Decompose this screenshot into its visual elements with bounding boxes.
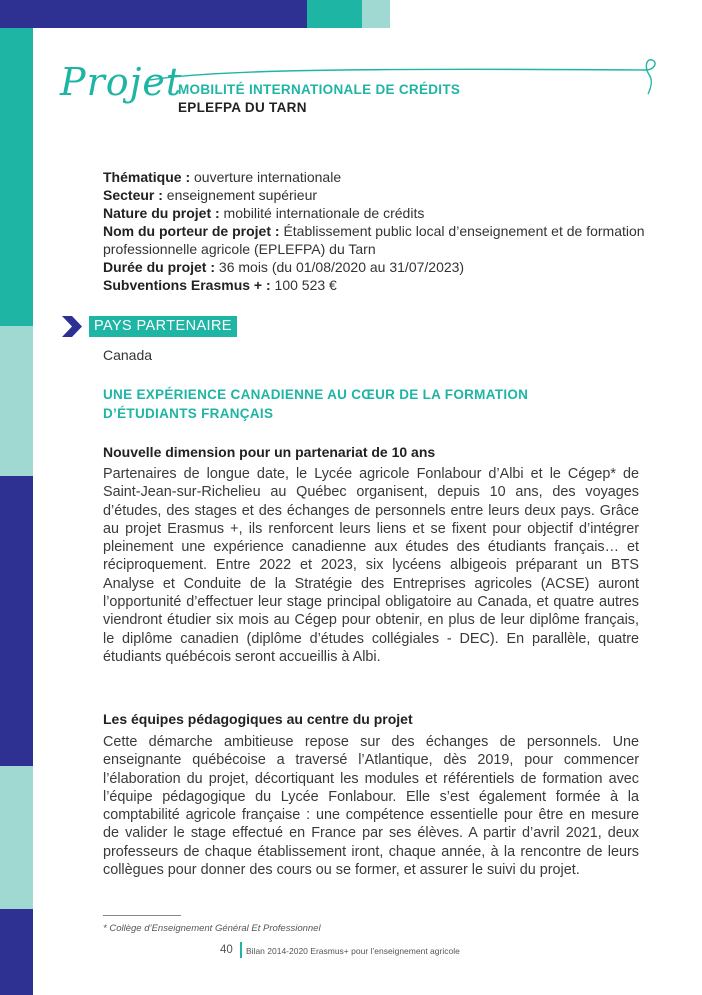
- block1-heading: Nouvelle dimension pour un partenariat de 10 ans: [103, 444, 436, 460]
- meta-nature: Nature du projet : mobilité internationale de crédits: [103, 205, 425, 221]
- left-strip-teal: [0, 28, 33, 326]
- header-title: MOBILITÉ INTERNATIONALE DE CRÉDITS: [178, 82, 461, 97]
- meta-porteur: Nom du porteur de projet : Établissement public local d’enseignement et de formation professionnelle agricole (EPLEFPA) du Tarn: [103, 223, 645, 257]
- footnote-divider: [103, 915, 181, 916]
- meta-secteur: Secteur : enseignement supérieur: [103, 187, 318, 203]
- left-strip-light-teal-2: [0, 766, 33, 909]
- meta-thematique: Thématique : ouverture internationale: [103, 169, 342, 185]
- projet-script-title: Projet: [60, 60, 183, 104]
- header-subtitle: EPLEFPA DU TARN: [178, 100, 307, 115]
- country-name: Canada: [103, 347, 153, 363]
- section-label-pays-partenaire: PAYS PARTENAIRE: [89, 316, 237, 337]
- footer-divider: [240, 942, 242, 958]
- project-meta: [103, 168, 648, 294]
- left-strip-light-teal: [0, 326, 33, 476]
- top-bar-teal: [307, 0, 362, 28]
- left-strip-navy: [0, 476, 33, 766]
- meta-subventions: Subventions Erasmus + : 100 523 €: [103, 277, 337, 293]
- page-number: 40: [220, 944, 233, 956]
- article-subtitle: UNE EXPÉRIENCE CANADIENNE AU CŒUR DE LA FORMATION D’ÉTUDIANTS FRANÇAIS: [103, 387, 529, 421]
- chevron-right-icon: [62, 316, 86, 337]
- block2-heading: Les équipes pédagogiques au centre du projet: [103, 711, 413, 727]
- block1-paragraph: Partenaires de longue date, le Lycée agricole Fonlabour d’Albi et le Cégep* de Saint-Jean-sur-Richelieu au Québec organisent, depuis 10 ans, des voyages d’études, des stages et des échanges de personnels entre leurs deux pays. Grâce au projet Erasmus +, ils renforcent leurs liens et se fixent pour objectif d’intégrer pleinement une expérience canadienne aux études des étudiants français… et réciproquement. Entre 2022 et 2023, six lycéens albigeois préparant un BTS Analyse et Conduite de la Stratégie des Entreprises agricoles (ACSE) auront l’opportunité d’effectuer leur stage principal obligatoire au Canada, et quatre autres viendront étudier six mois au Cégep pour obtenir, en plus de leur diplôme français, le diplôme canadien (diplôme d’études collégiales - DEC). En parallèle, quatre étudiants québécois seront accueillis à Albi.: [103, 466, 639, 665]
- footer-text: Bilan 2014-2020 Erasmus+ pour l’enseignement agricole: [246, 946, 460, 956]
- top-bar-navy: [0, 0, 307, 28]
- footnote: * Collège d’Enseignement Général Et Professionnel: [103, 923, 321, 934]
- meta-duree: Durée du projet : 36 mois (du 01/08/2020 au 31/07/2023): [103, 259, 465, 275]
- left-strip-navy-2: [0, 909, 33, 995]
- block2-paragraph: Cette démarche ambitieuse repose sur des échanges de personnels. Une enseignante québécoise a traversé l’Atlantique, dès 2019, pour commencer l’élaboration du projet, décortiquant les modules et référentiels de formation avec l’équipe pédagogique du Lycée Fonlabour. Elle s’est également formée à la comptabilité agricole française : une compétence essentielle pour être en mesure de valider le stage effectué en France par ses élèves. A partir d’avril 2021, deux professeurs de chaque établissement iront, chaque année, à la rencontre de leurs collègues pour donner des cours ou se former, et assurer le suivi du projet.: [103, 734, 639, 879]
- top-bar-light-teal: [362, 0, 390, 28]
